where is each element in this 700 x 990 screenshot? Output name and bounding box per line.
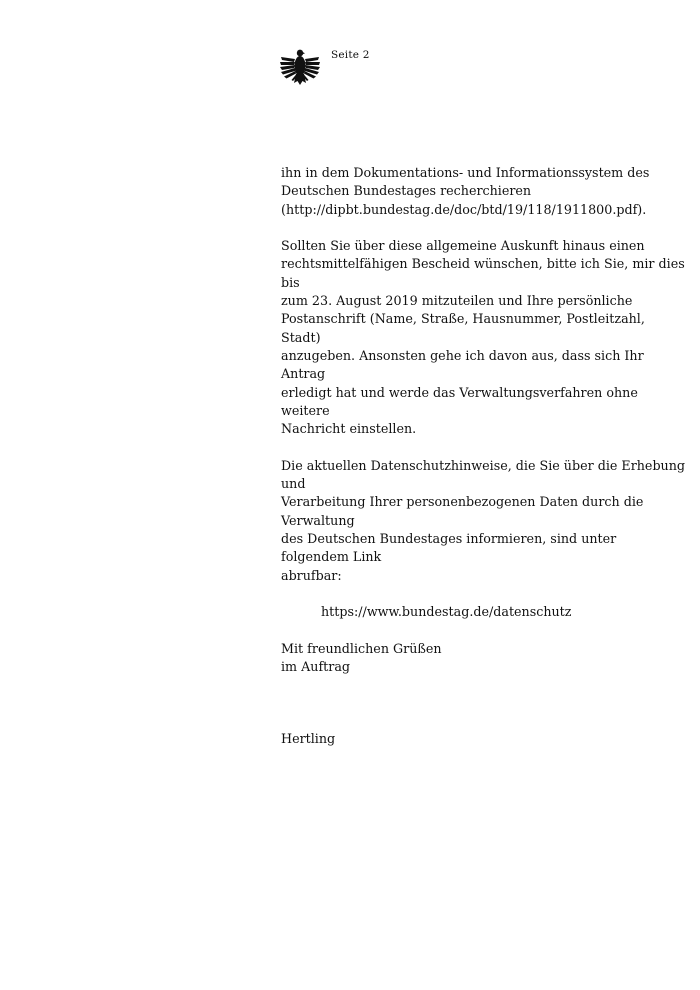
privacy-link[interactable]: https://www.bundestag.de/datenschutz bbox=[321, 604, 572, 620]
letter-body bbox=[281, 164, 686, 749]
federal-eagle-icon bbox=[279, 47, 321, 87]
closing-salutation: Mit freundlichen Grüßen im Auftrag bbox=[281, 640, 442, 675]
signature-name: Hertling bbox=[281, 731, 336, 747]
paragraph-request: Sollten Sie über diese allgemeine Auskunft hinaus einen rechtsmittelfähigen Bescheid wünschen, bitte ich Sie, mir dies bis zum 23. August 2019 mitzuteilen und Ihre persönliche Postanschrift (Name, Straße, Hausnummer, Postleitzahl, Stadt) anzugeben. Ansonsten gehe ich davon aus, dass sich Ihr Antrag erledigt hat und werde das Verwaltungsverfahren ohne weitere Nachricht einstellen. bbox=[281, 238, 685, 437]
paragraph-privacy: Die aktuellen Datenschutzhinweise, die Sie über die Erhebung und Verarbeitung Ihrer personenbezogenen Daten durch die Verwaltung des Deutschen Bundestages informieren, sind unter folgendem Link abrufbar: bbox=[281, 457, 686, 583]
paragraph-reference: ihn in dem Dokumentations- und Informationssystem des Deutschen Bundestages recherchieren (http://dipbt.bundestag.de/doc/btd/19/118/1911800.pdf). bbox=[281, 165, 650, 217]
page-number: Seite 2 bbox=[331, 49, 370, 61]
